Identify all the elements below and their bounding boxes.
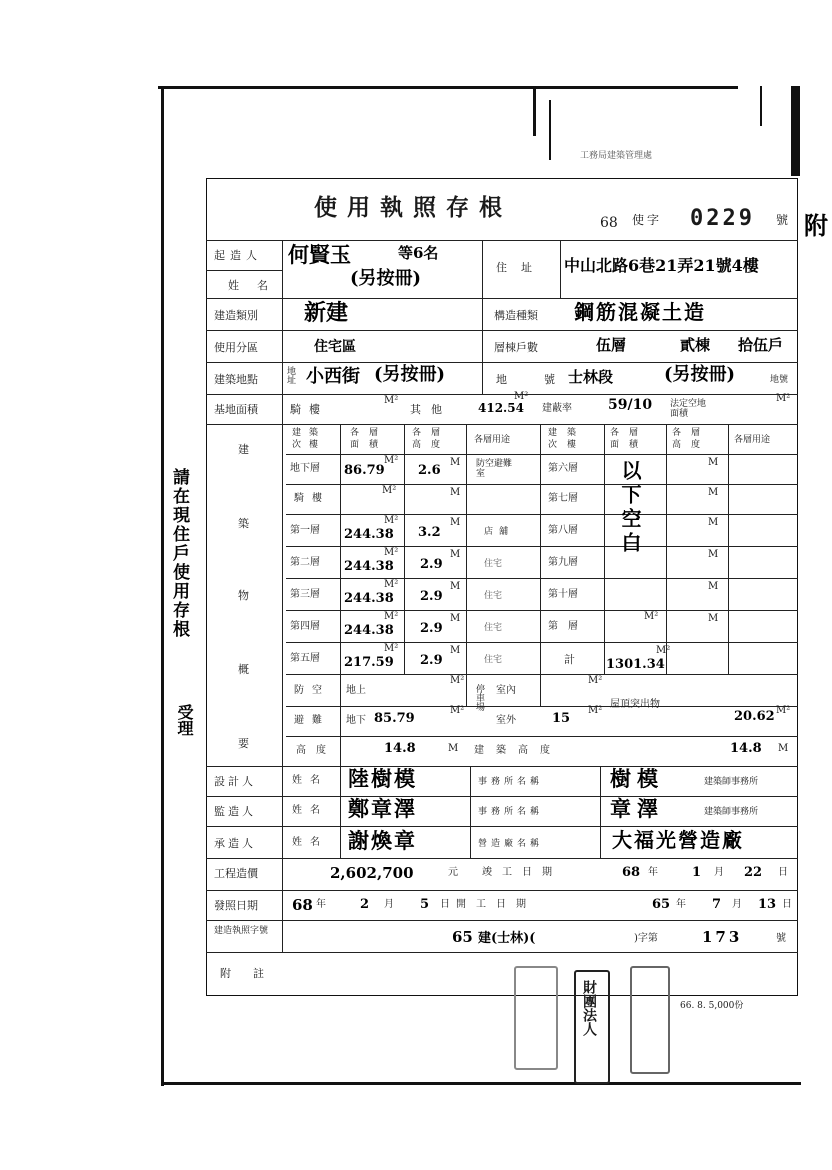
- use-label: 使用分區: [214, 341, 258, 354]
- roof-area: 20.62: [734, 709, 775, 724]
- rule-1: [206, 240, 798, 241]
- row-b3-height: 2.9: [420, 557, 443, 572]
- floors-label: 層棟戶數: [494, 341, 538, 354]
- row-b6-m: M: [450, 645, 461, 656]
- cost-unit: 元: [448, 867, 458, 878]
- row-b4-use: 住宅: [484, 591, 503, 601]
- loc-label: 建築地點: [214, 373, 258, 386]
- row-b2-area: 244.38: [344, 527, 394, 542]
- vrule-people-office2: [600, 766, 601, 858]
- row-b4-area: 244.38: [344, 591, 394, 606]
- done-label: 竣工日期: [482, 867, 562, 878]
- done-year-suffix: 年: [648, 867, 658, 878]
- scan-bottom-border: [161, 1082, 801, 1085]
- rule-6: [206, 424, 798, 425]
- permit-no: 173: [702, 928, 743, 946]
- permit-office: 建(士林)(: [478, 931, 536, 946]
- row-b5-m: M: [450, 613, 461, 624]
- designer-role: 設計人: [214, 775, 256, 788]
- col-height-2: 各層高度: [672, 428, 711, 450]
- seal-text: 財團法人: [581, 980, 597, 1036]
- height-label-2: 建築高度: [474, 745, 562, 756]
- height-unit-2: M: [778, 743, 789, 754]
- contractor-office-label: 營造廠名稱: [478, 839, 544, 849]
- scan-left-border: [161, 86, 164, 1086]
- shelter-below-unit: M²: [450, 705, 465, 716]
- row-r5-m: M: [708, 613, 719, 624]
- start-day-suffix: 日: [782, 899, 792, 910]
- rule-b5: [286, 610, 798, 611]
- row-b5-height: 2.9: [420, 621, 443, 636]
- margin-note-left: 請在現住戶使用存根: [169, 468, 189, 639]
- col-story: 建築次樓: [292, 428, 327, 450]
- row-b2-unit: M²: [384, 515, 399, 526]
- rule-b8: [286, 706, 798, 707]
- start-day: 13: [758, 897, 777, 912]
- struct-label: 構造種類: [494, 309, 538, 322]
- designer-office: 樹模: [610, 766, 664, 791]
- done-day: 22: [744, 865, 763, 880]
- rule-10: [206, 826, 798, 827]
- rule-14: [206, 952, 798, 953]
- done-month: 1: [692, 865, 702, 880]
- permit-mid: )字第: [634, 933, 658, 944]
- use-value: 住宅區: [314, 339, 356, 355]
- loc-street: 小西街: [306, 366, 360, 387]
- permit-label: 建造執照字號: [214, 926, 269, 936]
- bottom-seal-1: [514, 966, 558, 1070]
- row-b3-unit: M²: [384, 547, 399, 558]
- struct-value: 鋼筋混凝土造: [574, 300, 706, 324]
- units-value: 拾伍戶: [738, 336, 784, 354]
- row-b4-height: 2.9: [420, 589, 443, 604]
- lot-section: 士林段: [568, 368, 614, 386]
- row-b5-use: 住宅: [484, 623, 503, 633]
- park-in: 室內: [496, 685, 516, 696]
- col-area: 各層面積: [350, 428, 389, 450]
- row-b3-label: 第二層: [290, 557, 320, 568]
- supervisor-name-label: 姓名: [292, 805, 328, 816]
- row-r1-label: 第七層: [548, 493, 578, 504]
- rule-7: [286, 454, 798, 455]
- rule-b9: [286, 736, 798, 737]
- type-value: 新建: [304, 300, 349, 326]
- row-b3-m: M: [450, 549, 461, 560]
- col-area-2: 各層面積: [610, 428, 649, 450]
- rule-13: [206, 920, 798, 921]
- license-label: 使字: [632, 213, 663, 227]
- vrule-b-r3: [728, 424, 729, 674]
- vrule-owner-addr: [482, 240, 483, 394]
- building-side-5: 要: [238, 737, 249, 750]
- cost-label: 工程造價: [214, 867, 258, 880]
- supervisor-name: 鄭章澤: [348, 796, 417, 821]
- scan-mark-3: [760, 86, 762, 126]
- issue-day: 5: [420, 897, 430, 912]
- permit-suffix: 號: [776, 933, 786, 944]
- row-b2-m: M: [450, 517, 461, 528]
- row-b2-use: 店舖: [484, 527, 515, 537]
- scan-top-border: [158, 86, 738, 89]
- row-r4-m: M: [708, 581, 719, 592]
- total-value: 1301.34: [606, 657, 665, 672]
- row-r3-m: M: [708, 549, 719, 560]
- license-suffix: 號: [776, 213, 789, 227]
- loc-side-label: 地址: [285, 366, 295, 384]
- rule-b1: [286, 484, 798, 485]
- roof-unit: M²: [776, 705, 791, 716]
- floors-value: 伍層: [596, 336, 627, 354]
- row-r2-m: M: [708, 517, 719, 528]
- designer-office-label: 事務所名稱: [478, 777, 544, 787]
- rule-12: [206, 890, 798, 891]
- scan-mark-2: [549, 100, 551, 160]
- row-b1-unit: M²: [382, 485, 397, 496]
- rule-8: [206, 766, 798, 767]
- issue-year-suffix: 年: [316, 899, 326, 910]
- supervisor-office-suffix: 建築師事務所: [704, 807, 759, 817]
- owner-name: 何賢玉: [288, 242, 351, 267]
- shelter-label-2: 避難: [294, 715, 330, 726]
- vrule-b-height: [466, 424, 467, 706]
- rule-b4: [286, 578, 798, 579]
- row-b0-height: 2.6: [418, 463, 441, 478]
- issue-label: 發照日期: [214, 899, 258, 912]
- height-value-2: 14.8: [730, 741, 762, 756]
- height-unit: M: [448, 743, 459, 754]
- vrule-people-name: [340, 766, 341, 858]
- total-label: 計: [564, 653, 575, 666]
- cost-value: 2,602,700: [330, 864, 414, 882]
- col-use-2: 各層用途: [734, 435, 771, 445]
- permit-year: 65: [452, 928, 473, 946]
- owner-alias: (另按冊): [350, 268, 422, 289]
- rule-b7: [286, 674, 798, 675]
- rule-b2: [286, 514, 798, 515]
- rule-9: [206, 796, 798, 797]
- park-label: 停車場: [474, 684, 484, 711]
- shelter-label-1: 防空: [294, 685, 330, 696]
- start-month: 7: [712, 897, 722, 912]
- rule-11: [206, 858, 798, 859]
- issue-year: 68: [292, 896, 313, 914]
- issue-month: 2: [360, 897, 370, 912]
- area-legal-label: 法定空地面積: [670, 399, 707, 419]
- top-right-stamp: 工務局建築管理處: [580, 151, 653, 161]
- vrule-b-r1: [604, 424, 605, 674]
- rule-b6: [286, 642, 798, 643]
- vrule-b-r2: [666, 424, 667, 674]
- area-other-value: 412.54: [478, 401, 524, 415]
- park-out: 室外: [496, 715, 516, 726]
- area-label: 基地面積: [214, 403, 258, 416]
- rule-2: [206, 298, 798, 299]
- rule-5: [206, 394, 798, 395]
- start-year: 65: [652, 897, 671, 912]
- issue-day-suffix: 日: [440, 899, 450, 910]
- row-r3-label: 第九層: [548, 557, 578, 568]
- license-number: 0229: [690, 206, 755, 231]
- contractor-role: 承造人: [214, 837, 256, 850]
- done-month-suffix: 月: [714, 867, 724, 878]
- contractor-name: 謝煥章: [348, 828, 417, 853]
- designer-name: 陸樹模: [348, 766, 417, 791]
- vrule-owner-addr2: [560, 240, 561, 298]
- col-story-2: 建築次樓: [548, 428, 587, 450]
- area-ratio-value: 59/10: [608, 397, 653, 413]
- col-height: 各層高度: [412, 428, 451, 450]
- start-month-suffix: 月: [732, 899, 742, 910]
- bottom-seal-3: [630, 966, 670, 1074]
- row-b0-unit: M²: [384, 455, 399, 466]
- designer-name-label: 姓名: [292, 775, 328, 786]
- total-unit: M²: [656, 645, 671, 656]
- blocks-value: 貳棟: [680, 336, 711, 354]
- lot-label-2: 號: [544, 373, 555, 386]
- rule-3: [206, 330, 798, 331]
- owner-count-note: 等6名: [398, 244, 439, 262]
- issue-month-suffix: 月: [384, 899, 394, 910]
- row-b3-use: 住宅: [484, 559, 503, 569]
- lot-label-1: 地: [496, 373, 507, 386]
- shelter-below: 地下: [346, 715, 366, 726]
- contractor-name-label: 姓名: [292, 837, 328, 848]
- row-b2-height: 3.2: [418, 525, 441, 540]
- loc-street-alias: (另按冊): [374, 364, 446, 385]
- row-r2-label: 第八層: [548, 525, 578, 536]
- vrule-people-office: [470, 766, 471, 858]
- row-r5-unit: M²: [644, 611, 659, 622]
- owner-address: 中山北路6巷21弄21號4樓: [564, 256, 759, 275]
- supervisor-role: 監造人: [214, 805, 256, 818]
- vrule-b-label: [340, 424, 341, 766]
- row-b0-label: 地下層: [290, 463, 320, 474]
- row-r0-label: 第六層: [548, 463, 578, 474]
- row-b4-label: 第三層: [290, 589, 320, 600]
- area-unit-3: M²: [776, 393, 791, 404]
- owner-label-1: 起造人: [214, 249, 262, 262]
- shelter-above: 地上: [346, 685, 366, 696]
- row-b6-height: 2.9: [420, 653, 443, 668]
- rule-4: [206, 362, 798, 363]
- rule-b3: [286, 546, 798, 547]
- supervisor-office: 章澤: [610, 796, 664, 821]
- row-b0-area: 86.79: [344, 463, 385, 478]
- park-out-value: 15: [552, 711, 571, 726]
- row-b4-unit: M²: [384, 579, 399, 590]
- row-b6-area: 217.59: [344, 655, 394, 670]
- building-side-3: 物: [238, 589, 249, 602]
- row-r5-label: 第 層: [548, 621, 578, 632]
- row-r0-m: M: [708, 457, 719, 468]
- area-other-label: 其他: [410, 403, 452, 416]
- row-b1-label: 騎樓: [294, 493, 330, 504]
- area-ratio-label: 建蔽率: [542, 403, 572, 414]
- row-b6-unit: M²: [384, 643, 399, 654]
- building-side-1: 建: [238, 443, 249, 456]
- area-left-label: 騎樓: [290, 403, 328, 416]
- bottom-seal-2: [574, 970, 610, 1084]
- remark-label: 附註: [220, 967, 286, 980]
- lot-alias: (另按冊): [664, 364, 736, 385]
- building-side-4: 概: [238, 663, 249, 676]
- row-b6-use: 住宅: [484, 655, 503, 665]
- owner-label-2: 姓名: [228, 279, 286, 292]
- row-b5-label: 第四層: [290, 621, 320, 632]
- contractor-office: 大福光營造廠: [612, 828, 744, 852]
- row-r4-label: 第十層: [548, 589, 578, 600]
- form-title: 使用執照存根: [314, 194, 512, 221]
- shelter-below-value: 85.79: [374, 711, 415, 726]
- row-r1-m: M: [708, 487, 719, 498]
- row-b0-use: 防空避難室: [476, 459, 513, 479]
- row-b5-unit: M²: [384, 611, 399, 622]
- year-prefix: 68: [600, 215, 618, 231]
- start-label: 開工日期: [456, 899, 536, 910]
- print-note: 66. 8. 5,000份: [680, 1001, 744, 1011]
- area-unit-1: M²: [384, 395, 399, 406]
- row-b4-m: M: [450, 581, 461, 592]
- row-b6-label: 第五層: [290, 653, 320, 664]
- park-in-unit: M²: [588, 675, 603, 686]
- designer-office-suffix: 建築師事務所: [704, 777, 759, 787]
- roof-label: 屋頂突出物: [610, 699, 660, 710]
- row-b0-m: M: [450, 457, 461, 468]
- margin-note-left-2: 受理: [175, 704, 194, 736]
- height-label: 高度: [296, 745, 336, 756]
- height-value: 14.8: [384, 741, 416, 756]
- vrule-b-mid: [540, 424, 541, 706]
- row-b2-label: 第一層: [290, 525, 320, 536]
- vrule-labels: [282, 240, 283, 952]
- lot-suffix: 地號: [770, 375, 789, 385]
- vertical-blank-note: 以下空白: [618, 460, 642, 556]
- row-b5-area: 244.38: [344, 623, 394, 638]
- area-unit-2: M²: [514, 391, 529, 402]
- margin-note-right: 附: [804, 211, 828, 240]
- type-label: 建造類別: [214, 309, 258, 322]
- scan-right-edge-mark: [791, 86, 800, 176]
- vrule-b-area: [404, 424, 405, 674]
- col-use: 各層用途: [474, 435, 511, 445]
- building-side-2: 築: [238, 517, 249, 530]
- supervisor-office-label: 事務所名稱: [478, 807, 544, 817]
- done-year: 68: [622, 865, 641, 880]
- start-year-suffix: 年: [676, 899, 686, 910]
- row-b3-area: 244.38: [344, 559, 394, 574]
- done-day-suffix: 日: [778, 867, 788, 878]
- row-b1-m: M: [450, 487, 461, 498]
- address-label: 住址: [496, 261, 546, 274]
- park-out-unit: M²: [588, 705, 603, 716]
- rule-owner-mid: [206, 270, 282, 271]
- shelter-above-unit: M²: [450, 675, 465, 686]
- scan-mark-1: [533, 86, 536, 136]
